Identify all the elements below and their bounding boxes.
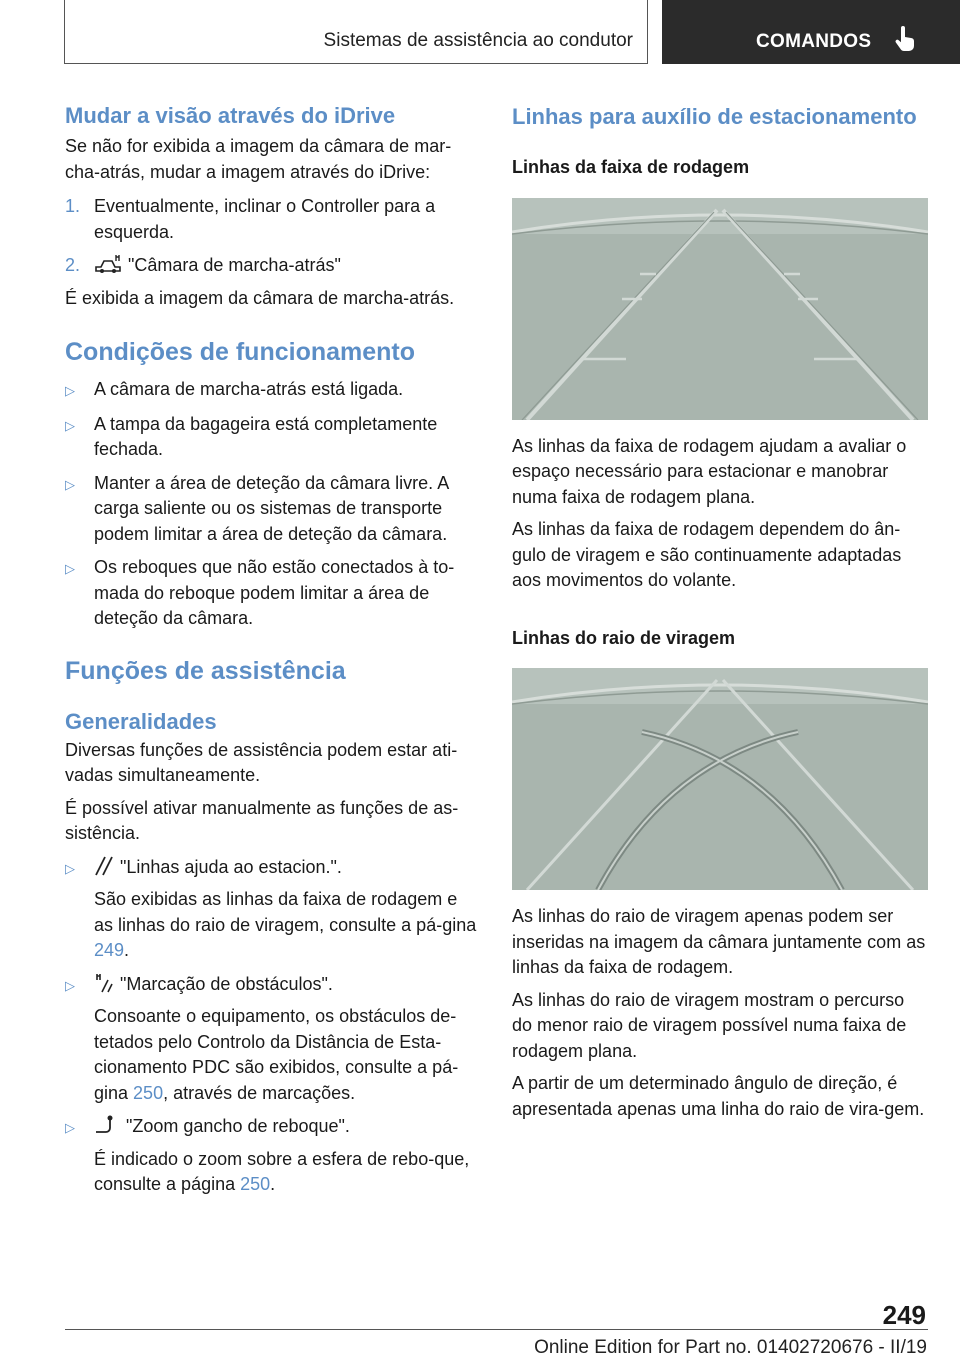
condition-item — [65, 555, 477, 632]
heading-lane-lines: Linhas da faixa de rodagem — [512, 157, 750, 177]
lane-p2: As linhas da faixa de rodagem dependem do ân-gulo de viragem e são continuamente adaptadas aos movimentos do volante. — [512, 519, 902, 590]
heading-turn-lines: Linhas do raio de viragem — [512, 627, 736, 648]
function-desc: São exibidas as linhas da faixa de rodagem e as linhas do raio de viragem, consulte a pá-gina 249. — [94, 889, 477, 960]
page-link[interactable]: 249 — [94, 940, 125, 960]
turn-p3: A partir de um determinado ângulo de direção, é apresentada apenas uma linha do raio de vira-gem. — [512, 1073, 925, 1119]
step-1 — [65, 194, 477, 245]
general-p1: Diversas funções de assistência podem estar ati-vadas simultaneamente. — [65, 739, 458, 785]
function-desc: É indicado o zoom sobre a esfera de rebo-que, consulte a página 250. — [94, 1148, 470, 1194]
page-number: 249 — [882, 1300, 926, 1330]
change-view-intro: Se não for exibida a imagem da câmara de mar-cha-atrás, mudar a imagem através do iDrive: — [65, 136, 452, 182]
step-text: Eventualmente, inclinar o Controller para a esquerda. — [94, 196, 436, 242]
function-label: "Linhas ajuda ao estacion.". — [120, 856, 342, 877]
function-desc: Consoante o equipamento, os obstáculos de-tetados pelo Controlo da Distância de Esta-cionamento PDC são exibidos, consulte a pá-gina 250, através de marcações. — [94, 1006, 459, 1103]
heading-conditions: Condições de funcionamento — [65, 338, 416, 366]
function-item — [65, 972, 477, 1107]
triangle-bullet-icon: ▷ — [65, 476, 75, 492]
chapter-label: COMANDOS — [756, 31, 872, 52]
step-number: 1. — [65, 196, 81, 216]
triangle-bullet-icon: ▷ — [65, 383, 75, 398]
triangle-bullet-icon: ▷ — [65, 860, 75, 876]
general-p2: É possível ativar manualmente as funções de as-sistência. — [65, 797, 459, 843]
step-text: "Câmara de marcha-atrás" — [128, 255, 341, 275]
condition-item — [65, 377, 477, 404]
obstacle-marking-icon — [94, 972, 114, 994]
pointing-hand-icon — [894, 26, 916, 52]
right-column — [512, 103, 928, 1122]
heading-general: Generalidades — [65, 708, 217, 734]
function-item — [65, 855, 477, 964]
footer-edition: Online Edition for Part no. 01402720676 - II/19 — [534, 1337, 927, 1358]
function-label: "Zoom gancho de reboque". — [126, 1116, 350, 1136]
footer-divider — [65, 1329, 928, 1330]
page-link[interactable]: 250 — [133, 1082, 164, 1103]
step-2 — [65, 253, 477, 279]
parking-lines-icon — [94, 855, 114, 877]
condition-text: Os reboques que não estão conectados à to-mada do reboque podem limitar a área de deteção da câmara. — [94, 557, 455, 628]
condition-item — [65, 412, 477, 463]
chapter-tab — [662, 0, 960, 64]
turn-p2: As linhas do raio de viragem mostram o percurso do menor raio de viragem possível numa faixa de rodagem plana. — [512, 989, 907, 1061]
function-item — [65, 1114, 477, 1198]
lane-p1: As linhas da faixa de rodagem ajudam a avaliar o espaço necessário para estacionar e manobrar numa faixa de rodagem plana. — [512, 435, 907, 507]
condition-text: A tampa da bagageira está completamente fechada. — [94, 413, 438, 459]
triangle-bullet-icon: ▷ — [65, 561, 75, 576]
condition-text: Manter a área de deteção da câmara livre. A carga saliente ou os sistemas de transporte podem limitar a área de deteção da câmara. — [94, 472, 449, 544]
header-box — [64, 0, 648, 64]
rear-camera-icon — [94, 253, 122, 275]
left-column — [65, 103, 477, 1198]
condition-text: A câmara de marcha-atrás está ligada. — [94, 379, 404, 399]
triangle-bullet-icon: ▷ — [65, 1120, 75, 1135]
lane-lines-image — [512, 198, 928, 420]
heading-parking-lines: Linhas para auxílio de estacionamento — [512, 104, 917, 129]
turn-lines-image — [512, 668, 928, 890]
page-link[interactable]: 250 — [240, 1174, 271, 1194]
triangle-bullet-icon: ▷ — [65, 977, 75, 993]
condition-item — [65, 471, 477, 548]
tow-hitch-zoom-icon — [94, 1114, 120, 1136]
step-number: 2. — [65, 255, 81, 275]
heading-functions: Funções de assistência — [65, 656, 346, 685]
turn-p1: As linhas do raio de viragem apenas podem ser inseridas na imagem da câmara juntamente com as linhas da faixa de rodagem. — [512, 906, 926, 977]
function-label: "Marcação de obstáculos". — [120, 973, 333, 994]
triangle-bullet-icon: ▷ — [65, 417, 75, 433]
section-title: Sistemas de assistência ao condutor — [323, 30, 633, 51]
step-result: É exibida a imagem da câmara de marcha-atrás. — [65, 287, 455, 308]
heading-change-view: Mudar a visão através do iDrive — [65, 103, 396, 128]
